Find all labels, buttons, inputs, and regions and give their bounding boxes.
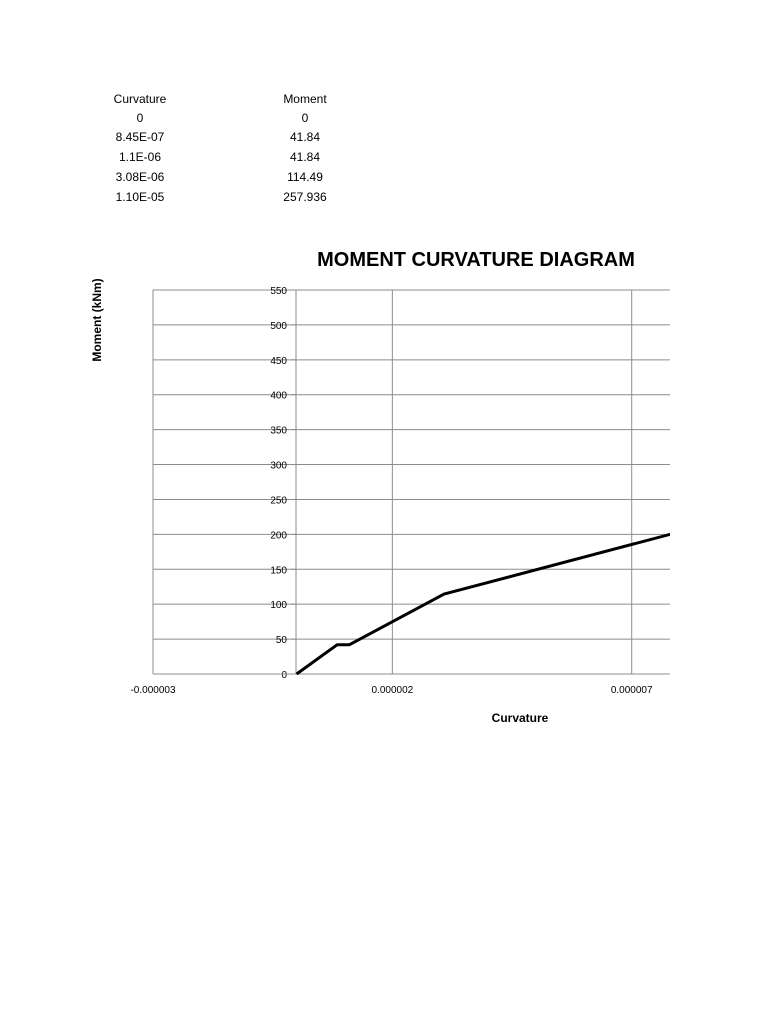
plot-area [130, 286, 768, 696]
table-cell-curvature: 8.45E-07 [115, 130, 165, 144]
table-cell-moment: 114.49 [287, 170, 323, 184]
y-tick-label: 300 [270, 460, 287, 472]
table-cell-curvature: 0 [136, 111, 144, 125]
y-tick-label: 450 [270, 355, 287, 367]
x-axis-title: Curvature [491, 711, 549, 725]
chart-title: MOMENT CURVATURE DIAGRAM [317, 249, 635, 271]
y-tick-label: 400 [270, 390, 287, 402]
y-tick-label: 500 [270, 320, 287, 332]
y-tick-label: 550 [270, 286, 287, 297]
x-tick-label: 0.000007 [610, 685, 653, 696]
table-cell-moment: 0 [301, 111, 309, 125]
y-tick-label: 100 [270, 600, 287, 612]
table-cell-moment: 41.84 [289, 150, 321, 164]
y-tick-label: 350 [270, 425, 287, 437]
y-tick-label: 200 [270, 530, 287, 542]
y-tick-label: 150 [270, 565, 287, 577]
y-tick-label: 250 [270, 495, 287, 507]
table-header-curvature: Curvature [113, 92, 167, 106]
table-cell-curvature: 1.10E-05 [115, 190, 165, 204]
y-axis-title: Moment (kNm) [90, 278, 104, 362]
y-tick-label: 0 [281, 670, 287, 681]
table-cell-curvature: 1.1E-06 [118, 150, 162, 164]
table-header-moment: Moment [283, 92, 327, 106]
x-tick-label: 0.000002 [371, 685, 414, 696]
table-cell-curvature: 3.08E-06 [115, 170, 165, 184]
series-line [297, 494, 768, 674]
x-tick-label: -0.000003 [130, 685, 176, 696]
table-cell-moment: 41.84 [289, 130, 321, 144]
y-tick-label: 50 [275, 635, 287, 647]
table-cell-moment: 257.936 [283, 190, 327, 204]
